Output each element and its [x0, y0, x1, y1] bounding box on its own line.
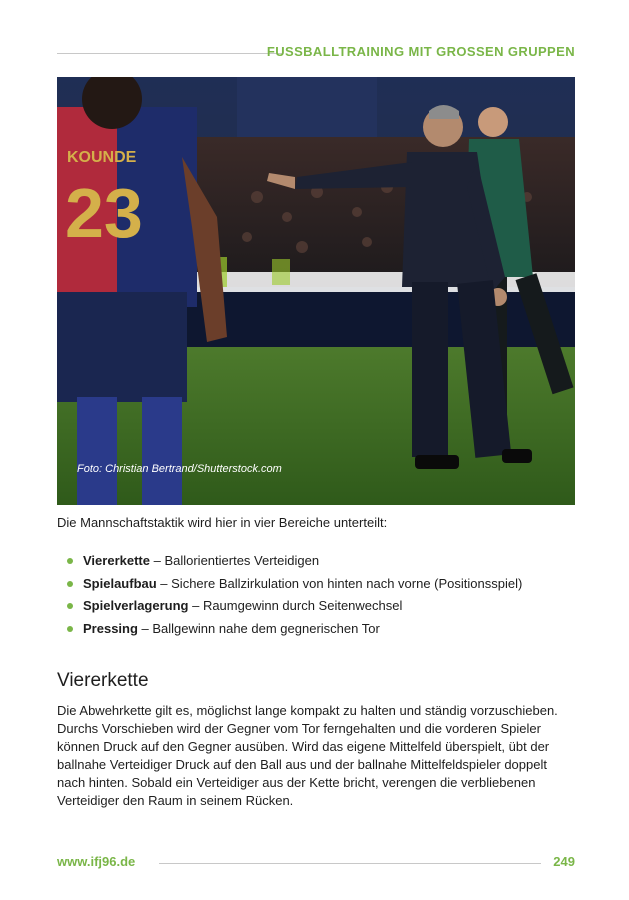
bullet-dot-icon [67, 581, 73, 587]
header-rule [57, 53, 283, 54]
bullet-dot-icon [67, 603, 73, 609]
list-item [57, 595, 575, 618]
page-number: 249 [553, 854, 575, 869]
list-item [57, 550, 575, 573]
photo-illustration [57, 77, 575, 505]
list-item-term: Pressing [83, 620, 138, 636]
shirt-name: KOUNDE [67, 149, 137, 166]
coach-photo [57, 77, 575, 505]
footer-url-link[interactable]: www.ifj96.de [57, 854, 136, 869]
running-header [57, 44, 575, 62]
shirt-number: 23 [65, 174, 143, 252]
list-item-desc: – Ballgewinn nahe dem gegnerischen Tor [137, 620, 380, 636]
header-title: FUSSBALLTRAINING MIT GROSSEN GRUPPEN [266, 44, 575, 59]
photo-credit: Foto: Christian Bertrand/Shutterstock.com [77, 463, 282, 475]
tactics-list [57, 550, 575, 640]
list-item-term: Spielverlagerung [83, 598, 189, 613]
list-item-term: Spielaufbau [83, 575, 157, 591]
list-item-desc: – Raumgewinn durch Seitenwechsel [188, 598, 403, 613]
list-item [57, 573, 575, 596]
bullet-dot-icon [67, 626, 73, 632]
list-item-desc: – Sichere Ballzirkulation von hinten nach vorne (Positionsspiel) [156, 575, 523, 591]
running-footer [57, 854, 575, 872]
footer-rule [159, 863, 541, 864]
list-item [57, 618, 575, 641]
list-item-desc: – Ballorientiertes Verteidigen [149, 553, 320, 568]
section-heading: Viererkette [57, 670, 149, 691]
intro-text: Die Mannschaftstaktik wird hier in vier Bereiche unterteilt: [57, 515, 388, 530]
list-item-term: Viererkette [83, 553, 150, 568]
bullet-dot-icon [67, 558, 73, 564]
section-body: Die Abwehrkette gilt es, möglichst lange kompakt zu halten und ständig vorzuschieben. Durchs Vorschieben wird der Gegner vom Tor ferngehalten und die vorderen Spieler können Druck auf den Gegner ausüben. Wird das eigene Mittelfeld überspielt, übt der ballnahe Verteidiger Druck auf den Ball aus und der ballnahe Mittelfeldspieler doppelt nach hinten. Sobald ein Verteidiger aus der Kette bricht, verengen die verbliebenen Verteidiger den Raum in seinem Rücken. [57, 703, 558, 808]
